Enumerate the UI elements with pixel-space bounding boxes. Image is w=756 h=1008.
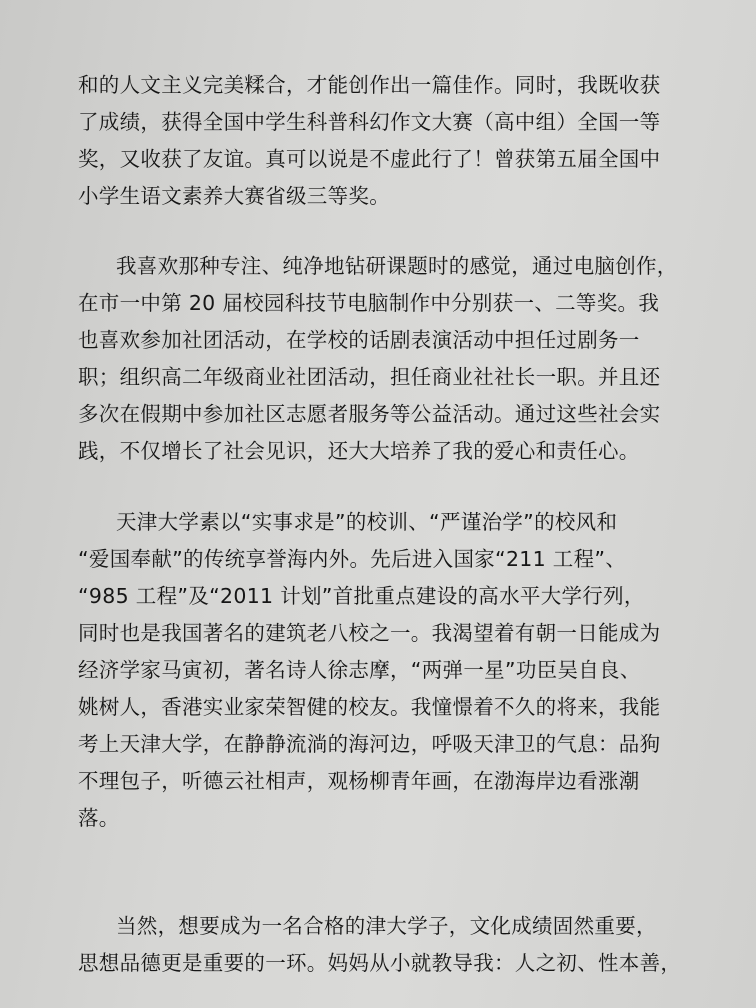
text-line: 思想品德更是重要的一环。妈妈从小就教导我：人之初、性本善， [78, 951, 682, 975]
text-line: 和的人文主义完美糅合，才能创作出一篇佳作。同时，我既收获 [78, 73, 661, 97]
text-line: 经济学家马寅初，著名诗人徐志摩，“两弹一星”功臣吴自良、 [78, 658, 641, 682]
text-line: 考上天津大学，在静静流淌的海河边，呼吸天津卫的气息：品狗 [78, 732, 661, 756]
text-line: 职；组织高二年级商业社团活动，担任商业社社长一职。并且还 [78, 365, 661, 389]
text-line: 姚树人，香港实业家荣智健的校友。我憧憬着不久的将来，我能 [78, 695, 661, 719]
text-line: 天津大学素以“实事求是”的校训、“严谨治学”的校风和 [116, 510, 618, 534]
paragraph-2 [78, 248, 678, 470]
paragraph-3 [78, 504, 660, 837]
text-line: 奖，又收获了友谊。真可以说是不虚此行了！曾获第五届全国中 [78, 147, 661, 171]
text-line: 落。 [78, 806, 120, 830]
text-line: 我喜欢那种专注、纯净地钻研课题时的感觉，通过电脑创作， [116, 254, 678, 278]
text-line: 当然，想要成为一名合格的津大学子，文化成绩固然重要， [116, 914, 657, 938]
text-line: 小学生语文素养大赛省级三等奖。 [78, 184, 390, 208]
text-line: “爱国奉献”的传统享誉海内外。先后进入国家“211 工程”、 [78, 547, 627, 571]
text-line: 了成绩，获得全国中学生科普科幻作文大赛（高中组）全国一等 [78, 110, 661, 134]
text-line: 同时也是我国著名的建筑老八校之一。我渴望着有朝一日能成为 [78, 621, 661, 645]
text-line: 不理包子，听德云社相声，观杨柳青年画，在渤海岸边看涨潮 [78, 769, 640, 793]
text-line: “985 工程”及“2011 计划”首批重点建设的高水平大学行列， [78, 584, 645, 608]
text-line: 也喜欢参加社团活动，在学校的话剧表演活动中担任过剧务一 [78, 328, 640, 352]
text-line: 在市一中第 20 届校园科技节电脑制作中分别获一、二等奖。我 [78, 291, 660, 315]
text-line: 践，不仅增长了社会见识，还大大培养了我的爱心和责任心。 [78, 439, 640, 463]
paragraph-1 [78, 67, 660, 215]
paragraph-4 [78, 908, 681, 982]
text-line: 多次在假期中参加社区志愿者服务等公益活动。通过这些社会实 [78, 402, 661, 426]
